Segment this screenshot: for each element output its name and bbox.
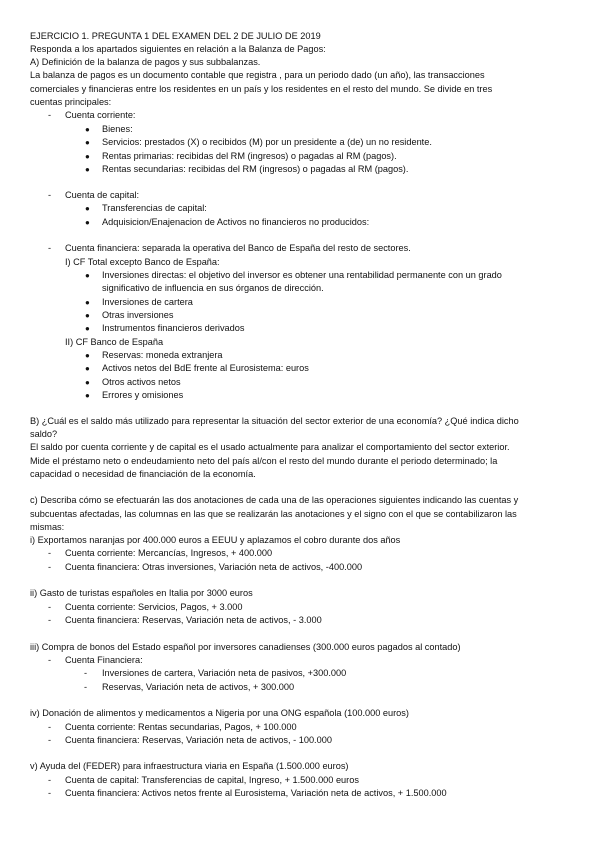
list-item: Inversiones directas: el objetivo del inversor es obtener una rentabilidad permanente con un grado <box>102 270 502 280</box>
operation-title: i) Exportamos naranjas por 400.000 euros a EEUU y aplazamos el cobro durante dos años <box>30 535 401 545</box>
section-b-question: saldo? <box>30 429 58 439</box>
dash-marker: - <box>48 615 52 625</box>
dash-marker: - <box>48 548 52 558</box>
operation-title: v) Ayuda del (FEDER) para infraestructura viaria en España (1.500.000 euros) <box>30 761 349 771</box>
list-item: Activos netos del BdE frente al Eurosistema: euros <box>102 363 309 373</box>
bullet-icon: ● <box>85 298 90 307</box>
cf-bde-label: II) CF Banco de España <box>65 337 164 347</box>
dash-marker: - <box>48 722 52 732</box>
dash-marker: - <box>48 190 52 200</box>
entry-line: Cuenta financiera: Reservas, Variación neta de activos, - 3.000 <box>65 615 322 625</box>
list-item: Errores y omisiones <box>102 390 184 400</box>
bullet-icon: ● <box>85 364 90 373</box>
dash-marker: - <box>48 788 52 798</box>
entry-line: Cuenta financiera: Otras inversiones, Variación neta de activos, -400.000 <box>65 562 363 572</box>
section-a-intro-line: La balanza de pagos es un documento contable que registra , para un periodo dado (un año), las transacciones <box>30 70 485 80</box>
section-a-intro-line: cuentas principales: <box>30 97 112 107</box>
list-item: Rentas primarias: recibidas del RM (ingresos) o pagadas al RM (pagos). <box>102 151 397 161</box>
instruction-text: Responda a los apartados siguientes en relación a la Balanza de Pagos: <box>30 44 326 54</box>
bullet-icon: ● <box>85 311 90 320</box>
dash-marker: - <box>48 243 52 253</box>
section-a-heading: A) Definición de la balanza de pagos y sus subbalanzas. <box>30 57 261 67</box>
operation-title: ii) Gasto de turistas españoles en Italia por 3000 euros <box>30 588 253 598</box>
bullet-icon: ● <box>85 351 90 360</box>
entry-label: Cuenta Financiera: <box>65 655 143 665</box>
dash-marker: - <box>48 735 52 745</box>
bullet-icon: ● <box>85 324 90 333</box>
list-item: Otros activos netos <box>102 377 181 387</box>
dash-marker: - <box>84 668 88 678</box>
exercise-title: EJERCICIO 1. PREGUNTA 1 DEL EXAMEN DEL 2 DE JULIO DE 2019 <box>30 31 321 41</box>
bullet-icon: ● <box>85 271 90 280</box>
bullet-icon: ● <box>85 125 90 134</box>
bullet-icon: ● <box>85 204 90 213</box>
list-item-continuation: significativo de influencia en sus órganos de dirección. <box>102 283 324 293</box>
section-b-answer: El saldo por cuenta corriente y de capital es el usado actualmente para analizar el comportamiento del sector exterior. <box>30 442 510 452</box>
dash-marker: - <box>48 602 52 612</box>
section-c-question: subcuentas afectadas, las columnas en las que se realizarán las anotaciones y el signo con el que se contabilizaron las <box>30 509 517 519</box>
section-c-question: c) Describa cómo se efectuarán las dos anotaciones de cada una de las operaciones siguientes indicando las cuentas y <box>30 495 519 505</box>
entry-line: Cuenta financiera: Reservas, Variación neta de activos, - 100.000 <box>65 735 332 745</box>
entry-line: Cuenta de capital: Transferencias de capital, Ingreso, + 1.500.000 euros <box>65 775 359 785</box>
cuenta-corriente-label: Cuenta corriente: <box>65 110 136 120</box>
list-item: Reservas: moneda extranjera <box>102 350 223 360</box>
list-item: Rentas secundarias: recibidas del RM (ingresos) o pagadas al RM (pagos). <box>102 164 409 174</box>
entry-line: Reservas, Variación neta de activos, + 300.000 <box>102 682 295 692</box>
bullet-icon: ● <box>85 138 90 147</box>
dash-marker: - <box>48 110 52 120</box>
section-b-answer: capacidad o necesidad de financiación de la economía. <box>30 469 256 479</box>
operation-title: iv) Donación de alimentos y medicamentos a Nigeria por una ONG española (100.000 euros) <box>30 708 409 718</box>
list-item: Transferencias de capital: <box>102 203 207 213</box>
bullet-icon: ● <box>85 152 90 161</box>
entry-line: Cuenta corriente: Servicios, Pagos, + 3.000 <box>65 602 243 612</box>
list-item: Bienes: <box>102 124 133 134</box>
list-item: Servicios: prestados (X) o recibidos (M) por un presidente a (de) un no residente. <box>102 137 432 147</box>
entry-line: Cuenta corriente: Mercancías, Ingresos, + 400.000 <box>65 548 273 558</box>
bullet-icon: ● <box>85 218 90 227</box>
dash-marker: - <box>48 775 52 785</box>
section-a-intro-line: comerciales y financieras entre los residentes en un país y los residentes en el resto del mundo. Se divide en tres <box>30 84 493 94</box>
cuenta-capital-label: Cuenta de capital: <box>65 190 140 200</box>
dash-marker: - <box>84 682 88 692</box>
dash-marker: - <box>48 655 52 665</box>
cuenta-financiera-label: Cuenta financiera: separada la operativa del Banco de España del resto de sectores. <box>65 243 411 253</box>
entry-line: Inversiones de cartera, Variación neta de pasivos, +300.000 <box>102 668 347 678</box>
section-c-question: mismas: <box>30 522 65 532</box>
list-item: Inversiones de cartera <box>102 297 193 307</box>
dash-marker: - <box>48 562 52 572</box>
entry-line: Cuenta financiera: Activos netos frente al Eurosistema, Variación neta de activos, + 1.500.000 <box>65 788 447 798</box>
bullet-icon: ● <box>85 165 90 174</box>
list-item: Otras inversiones <box>102 310 174 320</box>
section-b-question: B) ¿Cuál es el saldo más utilizado para representar la situación del sector exterior de una economía? ¿Qué indica dicho <box>30 416 519 426</box>
list-item: Instrumentos financieros derivados <box>102 323 245 333</box>
bullet-icon: ● <box>85 378 90 387</box>
cf-total-label: I) CF Total excepto Banco de España: <box>65 257 220 267</box>
list-item: Adquisicion/Enajenacion de Activos no financieros no producidos: <box>102 217 370 227</box>
bullet-icon: ● <box>85 391 90 400</box>
operation-title: iii) Compra de bonos del Estado español por inversores canadienses (300.000 euros pagados al contado) <box>30 642 461 652</box>
entry-line: Cuenta corriente: Rentas secundarias, Pagos, + 100.000 <box>65 722 297 732</box>
section-b-answer: Mide el préstamo neto o endeudamiento neto del país al/con el resto del mundo durante el periodo determinado; la <box>30 456 498 466</box>
